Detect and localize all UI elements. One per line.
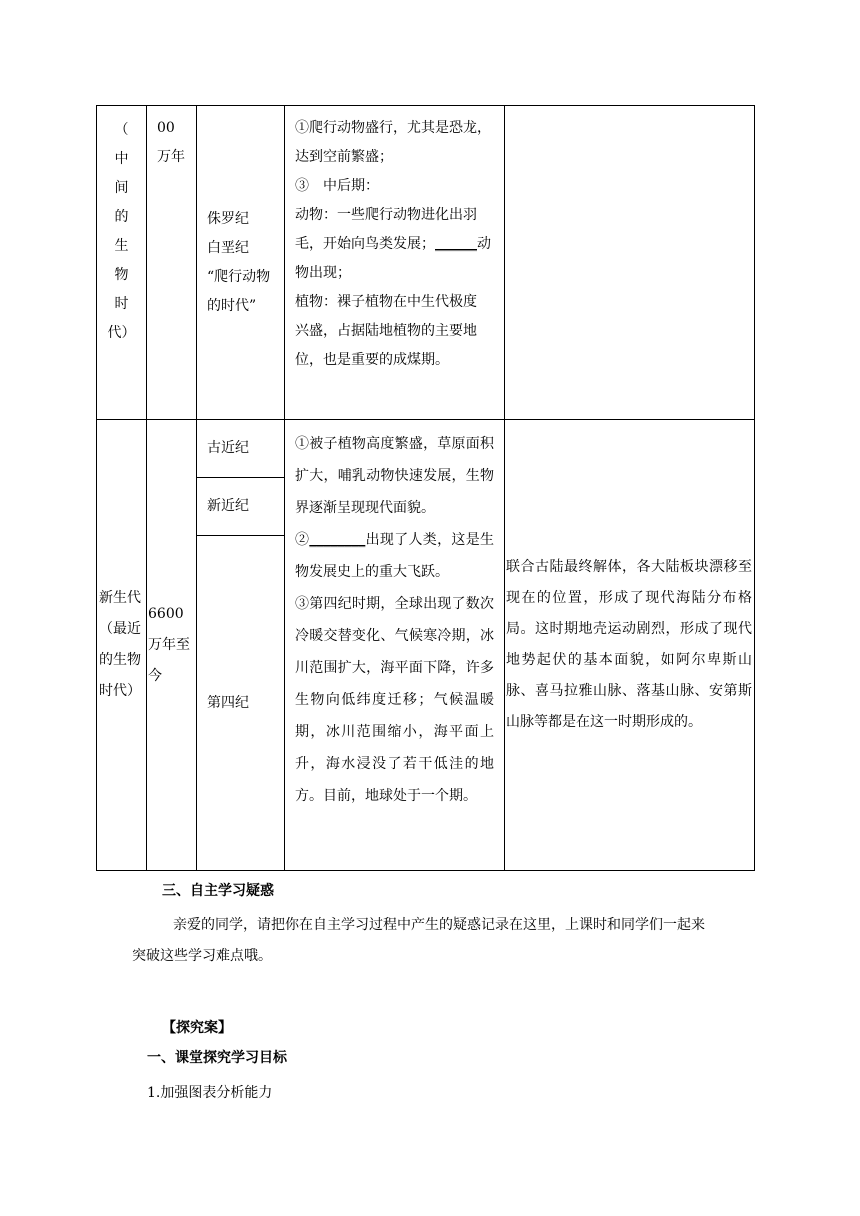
explore-heading: 【探究案】 [162, 1020, 232, 1036]
period-cell-quaternary: 第四纪 [197, 536, 285, 871]
explore-item-1: 1.加强图表分析能力 [147, 1085, 273, 1101]
mesozoic-row [97, 106, 755, 420]
era-cell-mesozoic: （ 中 间 的 生 物 时 代） [97, 106, 147, 420]
geology-cell-cenozoic: 联合古陆最终解体，各大陆板块漂移至现在的位置，形成了现代海陆分布格局。这时期地壳运动剧烈，形成了现代地势起伏的基本面貌，如阿尔卑斯山脉、喜马拉雅山脉、落基山脉、安第斯山脉等都是在这一时期形成的。 [505, 420, 755, 871]
section-3-line-2: 突破这些学习难点哦。 [132, 948, 272, 964]
era-cell-cenozoic: 新生代（最近的生物时代） [97, 420, 147, 871]
geology-cell-mesozoic [505, 106, 755, 420]
features-cell-cenozoic: ①被子植物高度繁盛，草原面积扩大，哺乳动物快速发展，生物界逐渐呈现现代面貌。 ②________出现了人类，这是生物发展史上的重大飞跃。 ③第四纪时期，全球出现了数次冷暖交替变化、气候寒冷期，冰川范围扩大，海平面下降，许多生物向低纬度迁移；气候温暖期，冰川范围缩小，海平面上升，海水浸没了若干低洼的地方。目前，地球处于一个期。 [285, 420, 505, 871]
features-cell-mesozoic: ①爬行动物盛行，尤其是恐龙， 达到空前繁盛； ③ 中后期： 动物：一些爬行动物进化出羽 毛，开始向鸟类发展；______动 物出现； 植物：裸子植物在中生代极度 兴盛，占据陆地植物的主要地 位，也是重要的成煤期。 [285, 106, 505, 420]
period-cell-neogene: 新近纪 [197, 478, 285, 536]
geologic-era-table [96, 105, 755, 871]
time-cell-cenozoic: 6600 万年至今 [147, 420, 197, 871]
period-cell-jurassic-cretaceous: 侏罗纪 白垩纪 “爬行动物 的时代” [197, 106, 285, 420]
section-3-line-1: 亲爱的同学，请把你在自主学习过程中产生的疑惑记录在这里，上课时和同学们一起来 [173, 917, 705, 933]
time-cell-mesozoic: 00 万年 [147, 106, 197, 420]
period-cell-paleogene: 古近纪 [197, 420, 285, 478]
section-3-heading: 三、自主学习疑惑 [162, 883, 274, 899]
explore-subheading: 一、课堂探究学习目标 [147, 1050, 287, 1066]
cenozoic-row-paleogene [97, 420, 755, 478]
fill-in-blank[interactable]: ______ [435, 236, 477, 252]
fill-in-blank[interactable]: ________ [309, 532, 366, 548]
